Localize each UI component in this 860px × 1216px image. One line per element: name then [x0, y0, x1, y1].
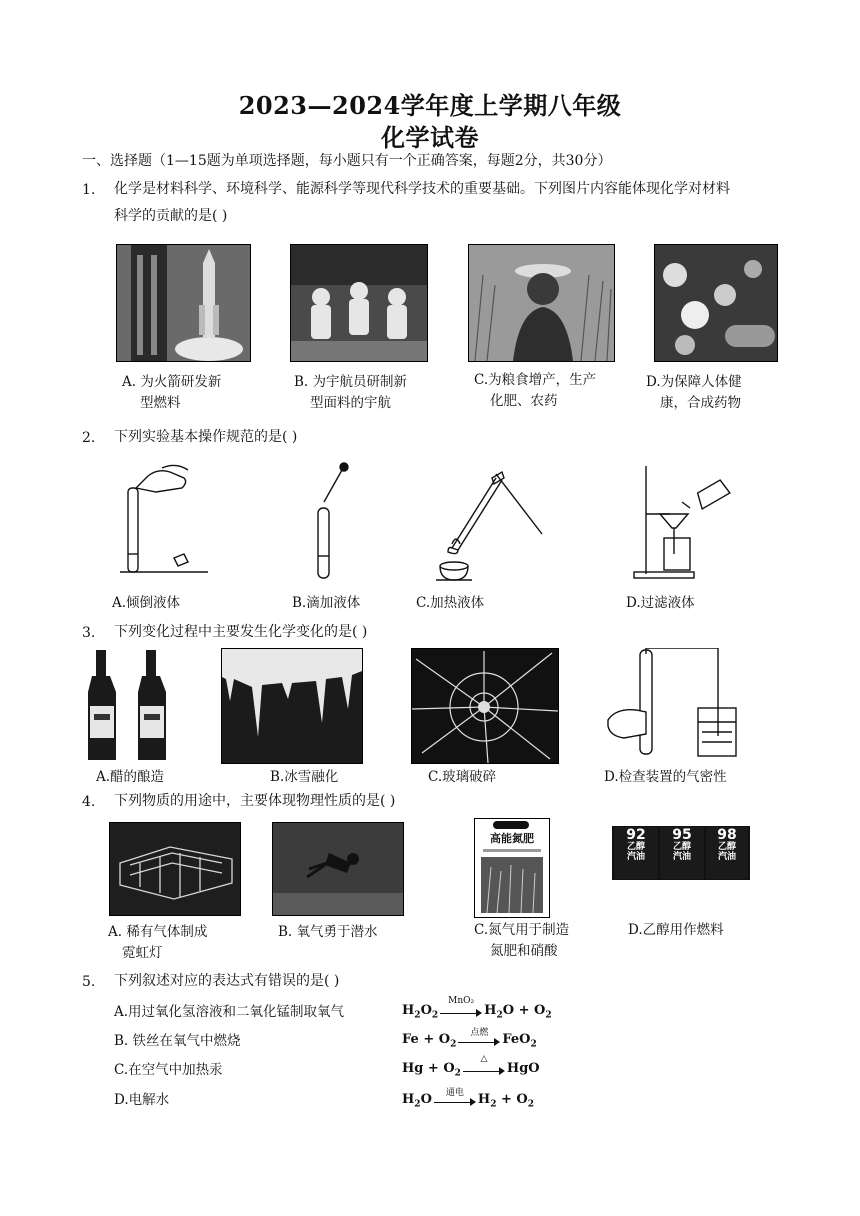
fertilizer-bag-photo [474, 818, 550, 918]
condition-a: MnO₂ [448, 995, 475, 1006]
q5-option-a: A.用过氧化氢溶液和二氧化锰制取氧气 [114, 1004, 345, 1020]
question-5-text: 下列叙述对应的表达式有错误的是( ) [114, 973, 340, 989]
q2-option-a: A.倾倒液体 [112, 595, 181, 611]
question-1-line2: 科学的贡献的是( ) [114, 208, 228, 224]
sign-95 [660, 827, 704, 879]
sign-98-number: 98 [717, 827, 737, 843]
medicine-photo [654, 244, 778, 362]
equation-a: $H_2O_2$ MnO₂ $H_2O + O_2$ [402, 995, 552, 1021]
sign-95-char-3: 汽 [672, 852, 682, 862]
question-4-text: 下列物质的用途中，主要体现物理性质的是( ) [114, 793, 396, 809]
question-3-text: 下列变化过程中主要发生化学变化的是( ) [114, 624, 368, 640]
q1-option-a-line2: 型燃料 [140, 395, 181, 411]
sign-98 [706, 827, 748, 879]
sign-95-number: 95 [672, 827, 692, 843]
q1-option-b [294, 372, 407, 414]
q4-option-a-line2: 霓虹灯 [122, 945, 163, 961]
dropping-liquid-drawing [306, 462, 354, 584]
q2-option-d: D.过滤液体 [626, 595, 695, 611]
sign-92-char-2: 醇 [636, 842, 646, 852]
rocket-photo [116, 244, 251, 362]
q4-option-c [474, 920, 569, 962]
diver-photo [272, 822, 404, 916]
equation-d: $H_2O$ 通电 $H_2 + O_2$ [402, 1092, 534, 1110]
q5-option-d: D.电解水 [114, 1092, 170, 1108]
equation-b: $Fe + O_2$ 点燃 FeO$_2$ [402, 1032, 537, 1050]
q3-option-b: B.冰雪融化 [270, 769, 339, 785]
sign-92-char-3: 汽 [626, 852, 636, 862]
arrow-d [434, 1087, 476, 1107]
q1-option-b-line1: B. 为宇航员研制新 [294, 374, 408, 390]
condition-c: △ [480, 1053, 488, 1064]
farmer-photo [468, 244, 615, 362]
question-1-text [114, 176, 794, 230]
question-2-number: 2. [82, 430, 96, 446]
exam-title: 2023—2024学年度上学期八年级 [238, 91, 622, 120]
q3-option-a: A.醋的酿造 [96, 769, 165, 785]
q3-option-c: C.玻璃破碎 [428, 769, 497, 785]
vinegar-bottles-photo [88, 648, 170, 764]
bag-title: 高能氮肥 [490, 832, 534, 845]
arrow-b [458, 1027, 500, 1047]
broken-glass-photo [411, 648, 559, 764]
question-1-line1: 化学是材料科学、环境科学、能源科学等现代科学技术的重要基础。下列图片内容能体现化学对材料 [114, 181, 730, 197]
q5-option-c: C.在空气中加热汞 [114, 1062, 223, 1078]
sign-95-char-1: 乙 [672, 842, 682, 852]
question-4-number: 4. [82, 794, 96, 810]
sign-92 [614, 827, 658, 879]
q1-option-d-line2: 康，合成药物 [660, 395, 741, 411]
sign-98-char-3: 汽 [717, 852, 727, 862]
q4-option-b: B. 氧气勇于潜水 [278, 924, 378, 940]
sign-98-char-1: 乙 [717, 842, 727, 852]
q4-option-a [108, 922, 207, 964]
ethanol-gasoline-photo [612, 826, 750, 880]
sign-95-char-4: 油 [682, 852, 692, 862]
q1-option-c-line1: C.为粮食增产，生产 [474, 372, 597, 388]
q1-option-d [646, 372, 742, 414]
sign-92-char-1: 乙 [626, 842, 636, 852]
question-2-text: 下列实验基本操作规范的是( ) [114, 429, 298, 445]
sign-98-char-2: 醇 [727, 842, 737, 852]
q1-option-c-line2: 化肥、农药 [490, 393, 558, 409]
q1-option-b-line2: 型面料的宇航 [310, 395, 391, 411]
airtightness-drawing [606, 648, 740, 760]
q4-option-d: D.乙醇用作燃料 [628, 922, 724, 938]
question-5-number: 5. [82, 974, 96, 990]
astronauts-photo [290, 244, 428, 362]
q4-option-c-line2: 氮肥和硝酸 [490, 943, 558, 959]
sign-95-char-2: 醇 [682, 842, 692, 852]
condition-d: 通电 [445, 1087, 464, 1098]
q2-option-b: B.滴加液体 [292, 595, 361, 611]
bag-line [483, 849, 541, 852]
melting-ice-photo [221, 648, 363, 764]
arrow-c [463, 1053, 505, 1076]
q3-option-d: D.检查装置的气密性 [604, 769, 727, 785]
q4-option-a-line1: A. 稀有气体制成 [108, 924, 208, 940]
neon-light-photo [109, 822, 241, 916]
q1-option-d-line1: D.为保障人体健 [646, 374, 742, 390]
heating-liquid-drawing [430, 464, 546, 584]
bag-logo [493, 821, 529, 829]
q5-option-b: B. 铁丝在氧气中燃烧 [114, 1033, 241, 1049]
q2-option-c: C.加热液体 [416, 595, 485, 611]
q1-option-a [122, 372, 221, 414]
pouring-liquid-drawing [118, 458, 210, 578]
condition-b: 点燃 [470, 1027, 489, 1038]
exam-subtitle: 化学试卷 [381, 123, 479, 152]
bag-picture [481, 857, 543, 913]
q1-option-c [474, 370, 596, 412]
arrow-a [440, 995, 482, 1018]
sign-98-char-4: 油 [727, 852, 737, 862]
question-1-number: 1. [82, 182, 96, 198]
sign-92-number: 92 [626, 827, 646, 843]
q4-option-c-line1: C.氮气用于制造 [474, 922, 570, 938]
question-3-number: 3. [82, 625, 96, 641]
q1-option-a-line1: A. 为火箭研发新 [122, 374, 222, 390]
section-heading: 一、选择题（1—15题为单项选择题，每小题只有一个正确答案，每题2分，共30分） [82, 153, 612, 169]
sign-92-char-4: 油 [636, 852, 646, 862]
equation-c: $Hg + O_2$ △ HgO [402, 1053, 540, 1079]
filtering-liquid-drawing [630, 462, 738, 580]
